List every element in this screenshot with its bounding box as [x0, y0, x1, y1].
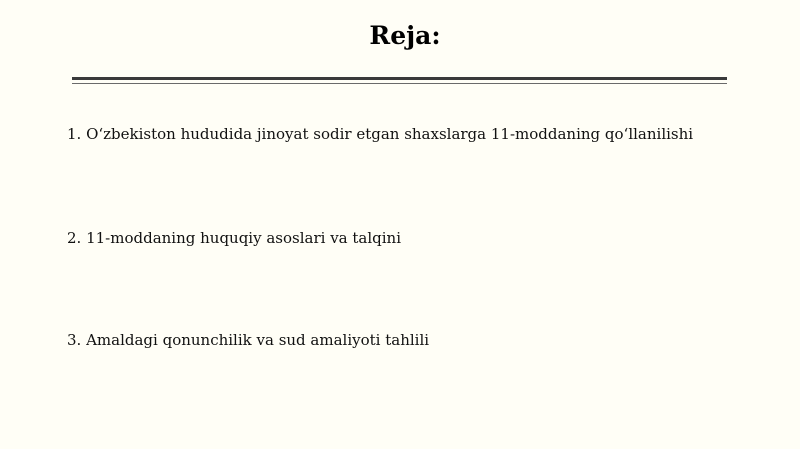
- plan-item-1: 1. O‘zbekiston hududida jinoyat sodir etgan shaxslarga 11-moddaning qo‘llanilishi: [67, 125, 694, 143]
- title-divider-thin: [72, 83, 727, 84]
- plan-item-2: 2. 11-moddaning huquqiy asoslari va talqini: [67, 229, 402, 247]
- title-divider-thick: [72, 77, 727, 80]
- plan-item-3: 3. Amaldagi qonunchilik va sud amaliyoti tahlili: [67, 331, 430, 349]
- slide-title: Reja:: [369, 21, 441, 50]
